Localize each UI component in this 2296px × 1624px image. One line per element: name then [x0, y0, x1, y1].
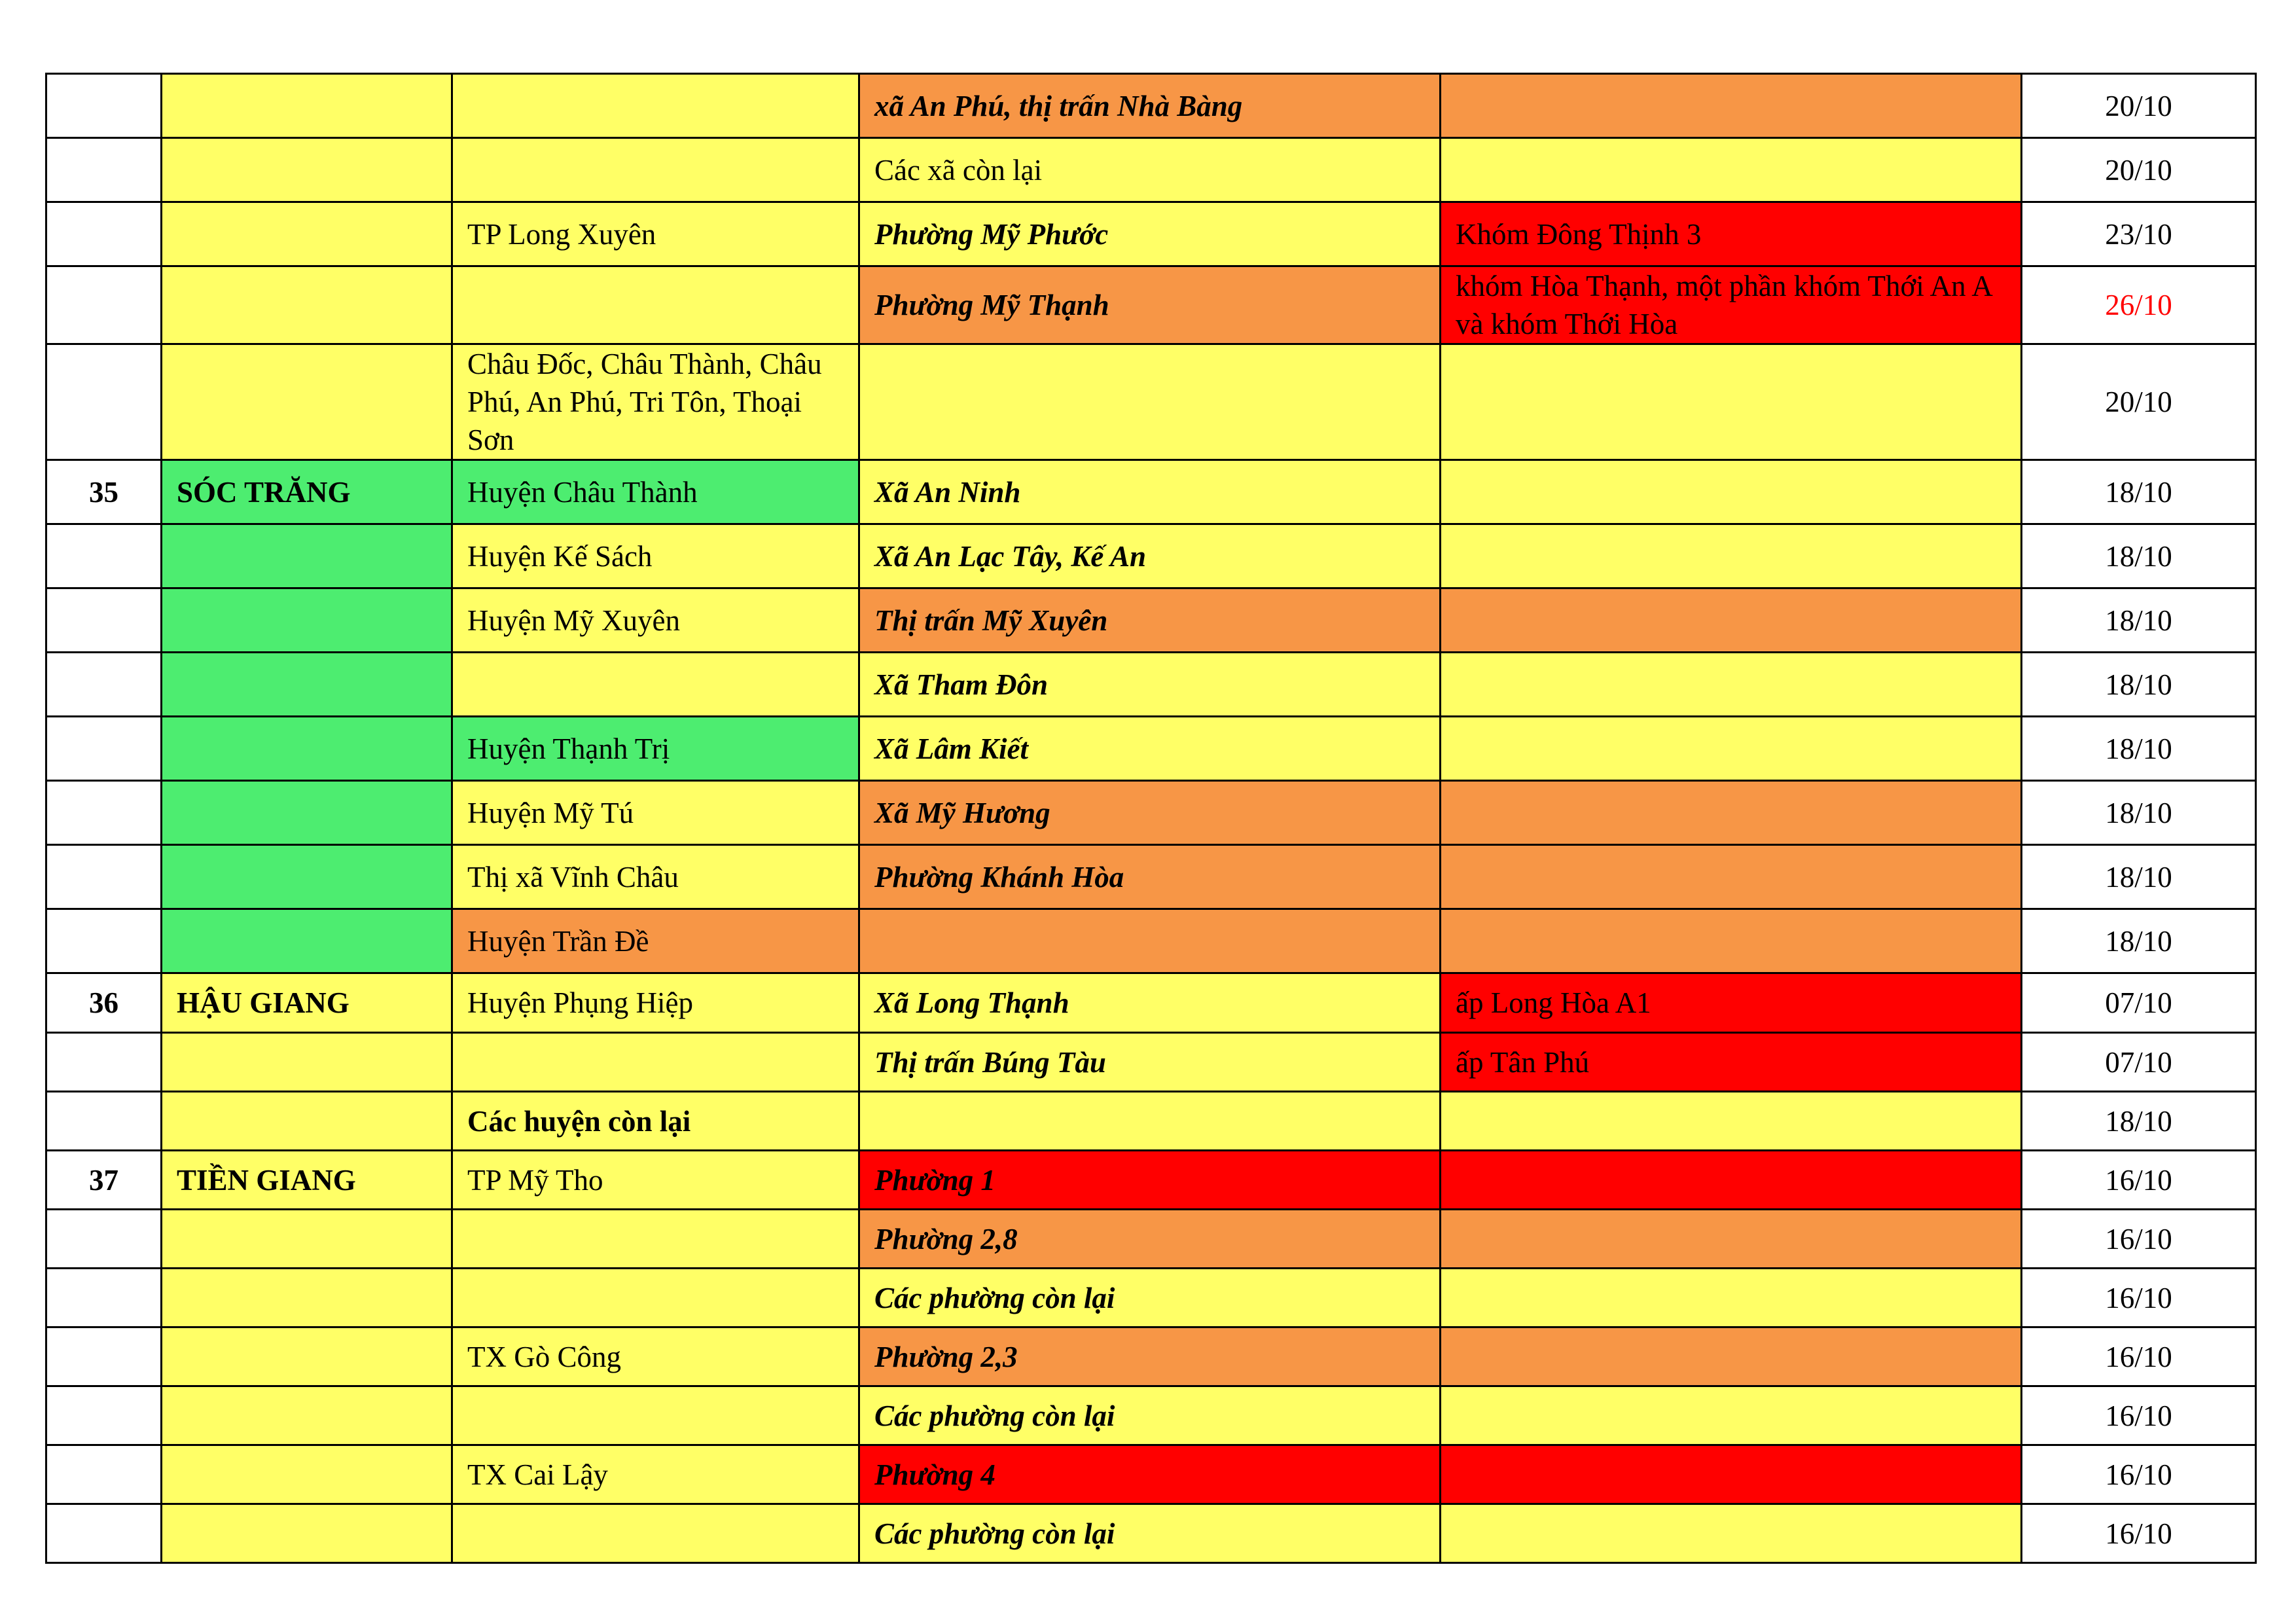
province-cell — [162, 1033, 452, 1092]
stt-cell — [46, 202, 162, 266]
province-cell — [162, 344, 452, 460]
province-cell — [162, 653, 452, 717]
area-cell: ấp Tân Phú — [1441, 1033, 2022, 1092]
date-cell: 20/10 — [2022, 74, 2256, 138]
province-cell — [162, 74, 452, 138]
district-cell — [452, 74, 859, 138]
ward-cell: Các phường còn lại — [859, 1386, 1441, 1445]
district-cell: Huyện Phụng Hiệp — [452, 973, 859, 1033]
table-row — [46, 1445, 2256, 1504]
stt-cell — [46, 1445, 162, 1504]
date-cell: 26/10 — [2022, 266, 2256, 344]
district-cell — [452, 1504, 859, 1563]
area-cell — [1441, 1210, 2022, 1269]
ward-cell: Các xã còn lại — [859, 138, 1441, 202]
district-cell: Thị xã Vĩnh Châu — [452, 845, 859, 909]
ward-cell: Phường 2,8 — [859, 1210, 1441, 1269]
stt-cell — [46, 1210, 162, 1269]
table-row — [46, 1210, 2256, 1269]
stt-cell — [46, 1269, 162, 1327]
stt-cell: 36 — [46, 973, 162, 1033]
district-cell: TX Cai Lậy — [452, 1445, 859, 1504]
ward-cell: Xã An Lạc Tây, Kế An — [859, 524, 1441, 588]
province-cell — [162, 266, 452, 344]
stt-cell — [46, 1033, 162, 1092]
table-row — [46, 973, 2256, 1033]
table-row — [46, 781, 2256, 845]
date-cell: 18/10 — [2022, 653, 2256, 717]
table-row — [46, 344, 2256, 460]
ward-cell: Xã Tham Đôn — [859, 653, 1441, 717]
area-cell: khóm Hòa Thạnh, một phần khóm Thới An A và khóm Thới Hòa — [1441, 266, 2022, 344]
ward-cell — [859, 344, 1441, 460]
date-cell: 18/10 — [2022, 460, 2256, 524]
area-cell — [1441, 524, 2022, 588]
area-cell — [1441, 717, 2022, 781]
area-cell — [1441, 344, 2022, 460]
table-row — [46, 653, 2256, 717]
ward-cell: Thị trấn Búng Tàu — [859, 1033, 1441, 1092]
area-cell — [1441, 781, 2022, 845]
district-cell — [452, 1033, 859, 1092]
province-cell: HẬU GIANG — [162, 973, 452, 1033]
date-cell: 18/10 — [2022, 845, 2256, 909]
table-row — [46, 1269, 2256, 1327]
date-cell: 18/10 — [2022, 588, 2256, 653]
stt-cell: 35 — [46, 460, 162, 524]
district-cell — [452, 1210, 859, 1269]
district-cell: Huyện Mỹ Xuyên — [452, 588, 859, 653]
province-cell — [162, 1327, 452, 1386]
date-cell: 16/10 — [2022, 1445, 2256, 1504]
area-cell: Khóm Đông Thịnh 3 — [1441, 202, 2022, 266]
date-cell: 16/10 — [2022, 1210, 2256, 1269]
ward-cell: Xã An Ninh — [859, 460, 1441, 524]
stt-cell — [46, 524, 162, 588]
stt-cell — [46, 588, 162, 653]
date-cell: 16/10 — [2022, 1504, 2256, 1563]
area-cell — [1441, 1445, 2022, 1504]
ward-cell: Các phường còn lại — [859, 1504, 1441, 1563]
table-row — [46, 524, 2256, 588]
stt-cell — [46, 909, 162, 973]
district-cell: Châu Đốc, Châu Thành, Châu Phú, An Phú, Tri Tôn, Thoại Sơn — [452, 344, 859, 460]
ward-cell — [859, 1092, 1441, 1151]
area-cell — [1441, 460, 2022, 524]
province-cell — [162, 202, 452, 266]
province-cell — [162, 1092, 452, 1151]
table-row — [46, 717, 2256, 781]
table-row — [46, 1504, 2256, 1563]
area-cell — [1441, 1327, 2022, 1386]
ward-cell: Phường 1 — [859, 1151, 1441, 1210]
table-row — [46, 138, 2256, 202]
stt-cell: 37 — [46, 1151, 162, 1210]
province-cell: TIỀN GIANG — [162, 1151, 452, 1210]
date-cell: 16/10 — [2022, 1327, 2256, 1386]
date-cell: 16/10 — [2022, 1151, 2256, 1210]
area-cell — [1441, 1504, 2022, 1563]
ward-cell: Phường 4 — [859, 1445, 1441, 1504]
date-cell: 18/10 — [2022, 909, 2256, 973]
district-cell: TP Mỹ Tho — [452, 1151, 859, 1210]
ward-cell: xã An Phú, thị trấn Nhà Bàng — [859, 74, 1441, 138]
area-cell — [1441, 588, 2022, 653]
district-cell — [452, 138, 859, 202]
date-cell: 18/10 — [2022, 717, 2256, 781]
district-cell — [452, 266, 859, 344]
date-cell: 07/10 — [2022, 1033, 2256, 1092]
stt-cell — [46, 266, 162, 344]
table-row — [46, 1386, 2256, 1445]
table-row — [46, 202, 2256, 266]
area-cell: ấp Long Hòa A1 — [1441, 973, 2022, 1033]
date-cell: 07/10 — [2022, 973, 2256, 1033]
stt-cell — [46, 1504, 162, 1563]
stt-cell — [46, 781, 162, 845]
ward-cell — [859, 909, 1441, 973]
area-cell — [1441, 845, 2022, 909]
district-cell: TP Long Xuyên — [452, 202, 859, 266]
district-cell — [452, 1386, 859, 1445]
stt-cell — [46, 344, 162, 460]
date-cell: 18/10 — [2022, 781, 2256, 845]
table-row — [46, 909, 2256, 973]
stt-cell — [46, 653, 162, 717]
ward-cell: Thị trấn Mỹ Xuyên — [859, 588, 1441, 653]
area-cell — [1441, 653, 2022, 717]
date-cell: 20/10 — [2022, 138, 2256, 202]
stt-cell — [46, 1092, 162, 1151]
date-cell: 16/10 — [2022, 1269, 2256, 1327]
area-cell — [1441, 1269, 2022, 1327]
province-cell — [162, 909, 452, 973]
province-cell — [162, 781, 452, 845]
date-cell: 18/10 — [2022, 1092, 2256, 1151]
table-row — [46, 845, 2256, 909]
province-cell — [162, 1445, 452, 1504]
district-cell — [452, 1269, 859, 1327]
area-cell — [1441, 1151, 2022, 1210]
stt-cell — [46, 1327, 162, 1386]
province-cell — [162, 1386, 452, 1445]
district-cell: Huyện Trần Đề — [452, 909, 859, 973]
table-row — [46, 1151, 2256, 1210]
area-cell — [1441, 138, 2022, 202]
stt-cell — [46, 717, 162, 781]
province-cell: SÓC TRĂNG — [162, 460, 452, 524]
district-cell: Huyện Châu Thành — [452, 460, 859, 524]
province-cell — [162, 588, 452, 653]
ward-cell: Phường 2,3 — [859, 1327, 1441, 1386]
area-cell — [1441, 909, 2022, 973]
district-cell: Huyện Mỹ Tú — [452, 781, 859, 845]
province-cell — [162, 1210, 452, 1269]
district-cell — [452, 653, 859, 717]
table-row — [46, 74, 2256, 138]
stt-cell — [46, 138, 162, 202]
table-row — [46, 1327, 2256, 1386]
ward-cell: Phường Mỹ Phước — [859, 202, 1441, 266]
table-row — [46, 460, 2256, 524]
district-cell: TX Gò Công — [452, 1327, 859, 1386]
table-row — [46, 266, 2256, 344]
district-cell: Huyện Thạnh Trị — [452, 717, 859, 781]
province-cell — [162, 1269, 452, 1327]
district-cell: Huyện Kế Sách — [452, 524, 859, 588]
ward-cell: Xã Long Thạnh — [859, 973, 1441, 1033]
date-cell: 20/10 — [2022, 344, 2256, 460]
ward-cell: Xã Mỹ Hương — [859, 781, 1441, 845]
date-cell: 16/10 — [2022, 1386, 2256, 1445]
stt-cell — [46, 845, 162, 909]
date-cell: 23/10 — [2022, 202, 2256, 266]
zone-status-table — [45, 73, 2257, 1564]
ward-cell: Phường Mỹ Thạnh — [859, 266, 1441, 344]
ward-cell: Phường Khánh Hòa — [859, 845, 1441, 909]
province-cell — [162, 717, 452, 781]
district-cell: Các huyện còn lại — [452, 1092, 859, 1151]
table-row — [46, 1033, 2256, 1092]
table-row — [46, 588, 2256, 653]
table-row — [46, 1092, 2256, 1151]
ward-cell: Xã Lâm Kiết — [859, 717, 1441, 781]
area-cell — [1441, 74, 2022, 138]
province-cell — [162, 524, 452, 588]
province-cell — [162, 845, 452, 909]
stt-cell — [46, 1386, 162, 1445]
province-cell — [162, 138, 452, 202]
area-cell — [1441, 1092, 2022, 1151]
ward-cell: Các phường còn lại — [859, 1269, 1441, 1327]
province-cell — [162, 1504, 452, 1563]
area-cell — [1441, 1386, 2022, 1445]
stt-cell — [46, 74, 162, 138]
date-cell: 18/10 — [2022, 524, 2256, 588]
